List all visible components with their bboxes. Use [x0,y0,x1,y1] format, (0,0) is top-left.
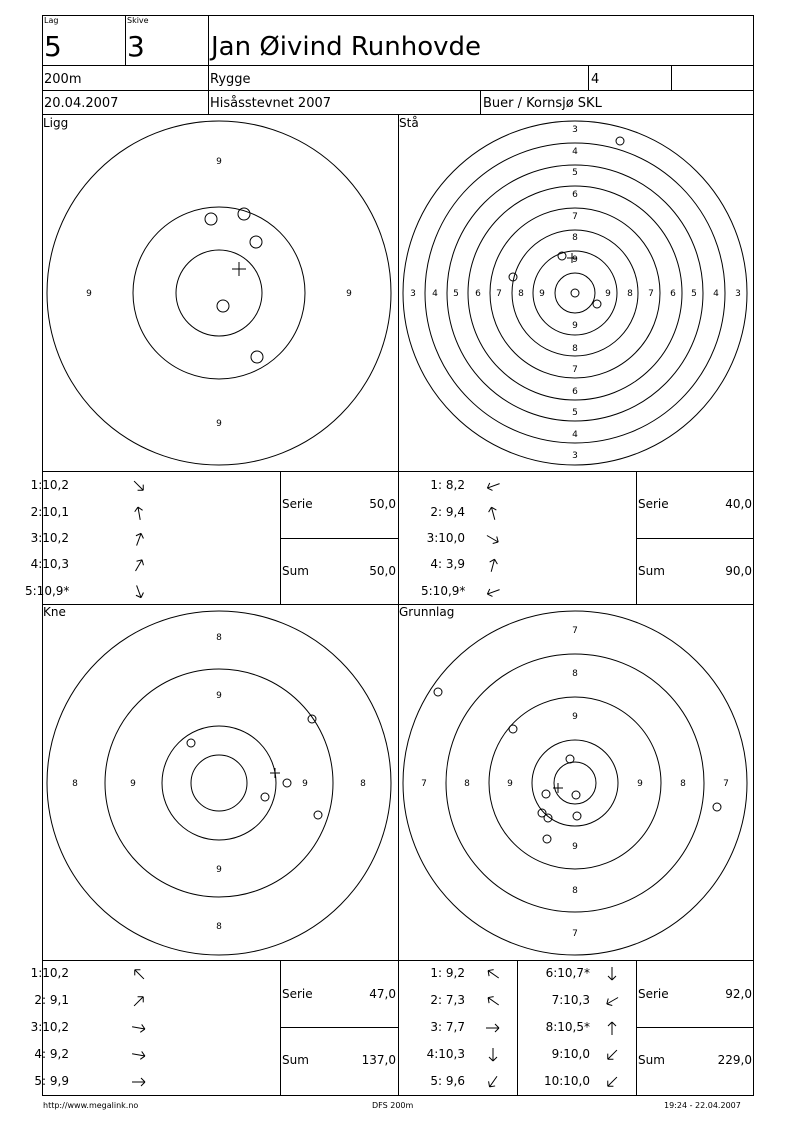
direction-arrow-icon [485,505,501,521]
skive-label: Skive [127,16,149,25]
list-item: 3:10,2 [30,1020,69,1034]
svg-text:9: 9 [572,842,578,852]
list-item: 10:10,0 [543,1074,590,1088]
serie-value: 50,0 [369,497,396,511]
direction-arrow-icon [131,993,147,1009]
direction-arrow-icon [485,1020,501,1036]
direction-arrow-icon [131,1047,147,1063]
serie-label: Serie [638,987,669,1001]
sum-label: Sum [638,1053,665,1067]
svg-text:8: 8 [572,669,578,679]
svg-text:6: 6 [572,190,578,200]
direction-arrow-icon [604,1047,620,1063]
svg-text:8: 8 [572,886,578,896]
direction-arrow-icon [604,966,620,982]
date: 20.04.2007 [44,96,119,111]
svg-text:6: 6 [475,289,481,299]
svg-text:4: 4 [572,147,578,157]
panel-title-kne: Kne [43,605,66,619]
sum-value: 50,0 [369,564,396,578]
range-name: Buer / Kornsjø SKL [483,96,602,111]
sum-value: 137,0 [361,1053,396,1067]
sum-label: Sum [638,564,665,578]
svg-text:3: 3 [572,451,578,461]
svg-text:5: 5 [572,168,578,178]
shot-hole [250,236,262,248]
svg-text:9: 9 [637,779,643,789]
panel-title-grunnlag: Grunnlag [399,605,455,619]
direction-arrow-icon [131,584,147,600]
svg-text:7: 7 [496,289,502,299]
svg-text:7: 7 [723,779,729,789]
direction-arrow-icon [485,557,501,573]
list-item: 4: 3,9 [430,557,465,571]
svg-text:9: 9 [572,712,578,722]
list-item: 4: 9,2 [34,1047,69,1061]
svg-text:7: 7 [572,929,578,939]
list-item: 1:10,2 [30,478,69,492]
direction-arrow-icon [131,1074,147,1090]
svg-text:9: 9 [302,779,308,789]
shot-hole [205,213,217,225]
class-value: 4 [591,72,600,87]
shot-hole [238,208,250,220]
svg-text:4: 4 [713,289,719,299]
shooter-name: Jan Øivind Runhovde [211,32,482,62]
sum-value: 90,0 [725,564,752,578]
svg-text:9: 9 [130,779,136,789]
svg-text:7: 7 [572,365,578,375]
direction-arrow-icon [604,1020,620,1036]
serie-label: Serie [282,497,313,511]
direction-arrow-icon [131,505,147,521]
list-item: 3:10,0 [426,531,465,545]
svg-text:9: 9 [539,289,545,299]
list-item: 4:10,3 [30,557,69,571]
svg-text:9: 9 [216,157,222,167]
svg-text:9: 9 [216,865,222,875]
direction-arrow-icon [485,584,501,600]
list-item: 5:10,9* [421,584,466,598]
svg-text:5: 5 [453,289,459,299]
footer-system: DFS 200m [372,1101,414,1110]
svg-text:8: 8 [680,779,686,789]
list-item: 9:10,0 [551,1047,590,1061]
svg-text:9: 9 [86,289,92,299]
direction-arrow-icon [131,531,147,547]
shot-hole [251,351,263,363]
list-item: 2: 7,3 [430,993,465,1007]
direction-arrow-icon [485,1074,501,1090]
list-item: 8:10,5* [545,1020,590,1034]
footer-timestamp: 19:24 - 22.04.2007 [664,1101,741,1110]
svg-text:8: 8 [627,289,633,299]
sum-value: 229,0 [717,1053,752,1067]
svg-text:9: 9 [572,321,578,331]
svg-text:3: 3 [572,125,578,135]
direction-arrow-icon [485,966,501,982]
direction-arrow-icon [485,993,501,1009]
svg-text:4: 4 [432,289,438,299]
svg-text:3: 3 [410,289,416,299]
list-item: 3: 7,7 [430,1020,465,1034]
svg-text:6: 6 [670,289,676,299]
list-item: 2: 9,1 [34,993,69,1007]
direction-arrow-icon [604,1074,620,1090]
list-item: 1: 8,2 [430,478,465,492]
list-item: 1: 9,2 [430,966,465,980]
club: Rygge [210,72,251,87]
panel-title-ligg: Ligg [43,116,69,130]
svg-text:3: 3 [735,289,741,299]
svg-text:6: 6 [572,387,578,397]
direction-arrow-icon [131,1020,147,1036]
svg-text:4: 4 [572,430,578,440]
serie-value: 92,0 [725,987,752,1001]
skive-value: 3 [127,30,145,63]
svg-text:9: 9 [605,289,611,299]
list-item: 2: 9,4 [430,505,465,519]
direction-arrow-icon [485,1047,501,1063]
svg-text:5: 5 [691,289,697,299]
event-name: Hisåsstevnet 2007 [210,96,332,111]
svg-text:9: 9 [346,289,352,299]
svg-text:8: 8 [572,233,578,243]
list-item: 2:10,1 [30,505,69,519]
target-staa [399,115,753,471]
lag-value: 5 [44,30,62,63]
footer-url[interactable]: http://www.megalink.no [43,1101,139,1110]
svg-text:5: 5 [572,408,578,418]
list-item: 4:10,3 [426,1047,465,1061]
target-kne [43,605,398,960]
list-item: 1:10,2 [30,966,69,980]
svg-text:9: 9 [572,255,578,265]
lag-label: Lag [44,16,59,25]
distance: 200m [44,72,82,87]
svg-text:9: 9 [216,691,222,701]
svg-text:7: 7 [421,779,427,789]
list-item: 3:10,2 [30,531,69,545]
sum-label: Sum [282,1053,309,1067]
svg-text:7: 7 [648,289,654,299]
direction-arrow-icon [485,531,501,547]
list-item: 6:10,7* [545,966,590,980]
target-grunnlag [399,605,753,960]
direction-arrow-icon [604,993,620,1009]
serie-label: Serie [282,987,313,1001]
shot-hole [217,300,229,312]
direction-arrow-icon [131,478,147,494]
list-item: 5: 9,9 [34,1074,69,1088]
list-item: 7:10,3 [551,993,590,1007]
svg-text:8: 8 [216,633,222,643]
svg-text:9: 9 [216,419,222,429]
sum-label: Sum [282,564,309,578]
svg-text:7: 7 [572,626,578,636]
direction-arrow-icon [131,557,147,573]
direction-arrow-icon [485,478,501,494]
svg-text:9: 9 [507,779,513,789]
direction-arrow-icon [131,966,147,982]
serie-value: 40,0 [725,497,752,511]
serie-value: 47,0 [369,987,396,1001]
svg-text:8: 8 [464,779,470,789]
list-item: 5: 9,6 [430,1074,465,1088]
svg-text:8: 8 [360,779,366,789]
svg-text:8: 8 [518,289,524,299]
list-item: 5:10,9* [25,584,70,598]
serie-label: Serie [638,497,669,511]
panel-title-staa: Stå [399,116,419,130]
target-ligg [43,115,398,471]
svg-text:8: 8 [572,344,578,354]
svg-text:7: 7 [572,212,578,222]
svg-text:8: 8 [72,779,78,789]
center-mark [232,262,246,276]
svg-text:8: 8 [216,922,222,932]
